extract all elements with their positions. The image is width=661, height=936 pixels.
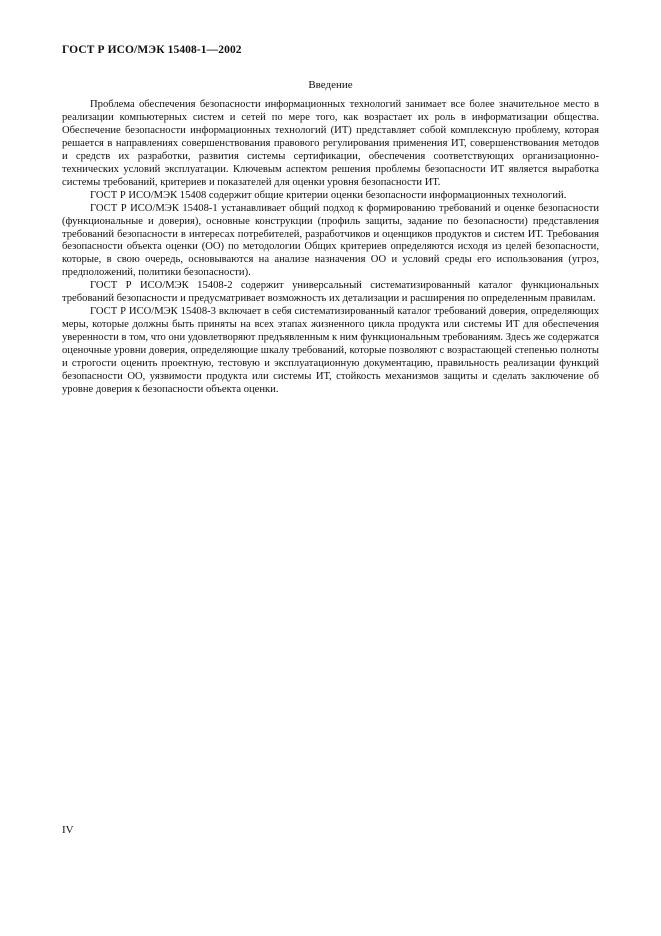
paragraph: Проблема обеспечения безопасности информационных технологий занимает все более значительное место в реализации компьютерных систем и сетей по мере того, как возрастает их роль в информатизации общества. Обеспечение безопасности информационных технологий (ИТ) представляет собой комплексную проблему, которая решается в направлениях совершенствования правового регулирования применения ИТ, совершенствования методов и средств их разработки, развития системы сертификации, обеспечения соответствующих организационно-технических условий эксплуатации. Ключевым аспектом решения проблемы безопасности ИТ является выработка системы требований, критериев и показателей для оценки уровня безопасности ИТ.	[62, 99, 599, 188]
paragraph: ГОСТ Р ИСО/МЭК 15408-1 устанавливает общий подход к формированию требований и оценке безопасности (функциональные и доверия), основные конструкции (профиль защиты, задание по безопасности) представления требований безопасности в интересах потребителей, разработчиков и оценщиков продуктов и систем ИТ. Требования безопасности объекта оценки (ОО) по методологии Общих критериев определяются исходя из целей безопасности, которые, в свою очередь, основываются на анализе назначения ОО и условий среды его использования (угроз, предположений, политики безопасности).	[62, 202, 599, 279]
paragraph: ГОСТ Р ИСО/МЭК 15408-3 включает в себя систематизированный каталог требований доверия, определяющих меры, которые должны быть приняты на всех этапах жизненного цикла продукта или системы ИТ для обеспечения уверенности в том, что они удовлетворяют предъявленным к ним функциональным требованиям. Здесь же содержатся оценочные уровни доверия, определяющие шкалу требований, которые позволяют с возрастающей степенью полноты и строгости оценить проектную, тестовую и эксплуатационную документацию, правильность реализации функций безопасности ОО, уязвимости продукта или системы ИТ, стойкость механизмов защиты и сделать заключение об уровне доверия к безопасности объекта оценки.	[62, 306, 599, 395]
paragraph: ГОСТ Р ИСО/МЭК 15408 содержит общие критерии оценки безопасности информационных технологий.	[90, 189, 567, 201]
section-title: Введение	[308, 79, 353, 91]
page-number: IV	[62, 824, 74, 836]
document-header: ГОСТ Р ИСО/МЭК 15408-1—2002	[62, 44, 242, 56]
paragraph: ГОСТ Р ИСО/МЭК 15408-2 содержит универсальный систематизированный каталог функциональных требований безопасности и предусматривает возможность их детализации и расширения по определенным правилам.	[62, 280, 599, 305]
document-body	[62, 99, 599, 397]
